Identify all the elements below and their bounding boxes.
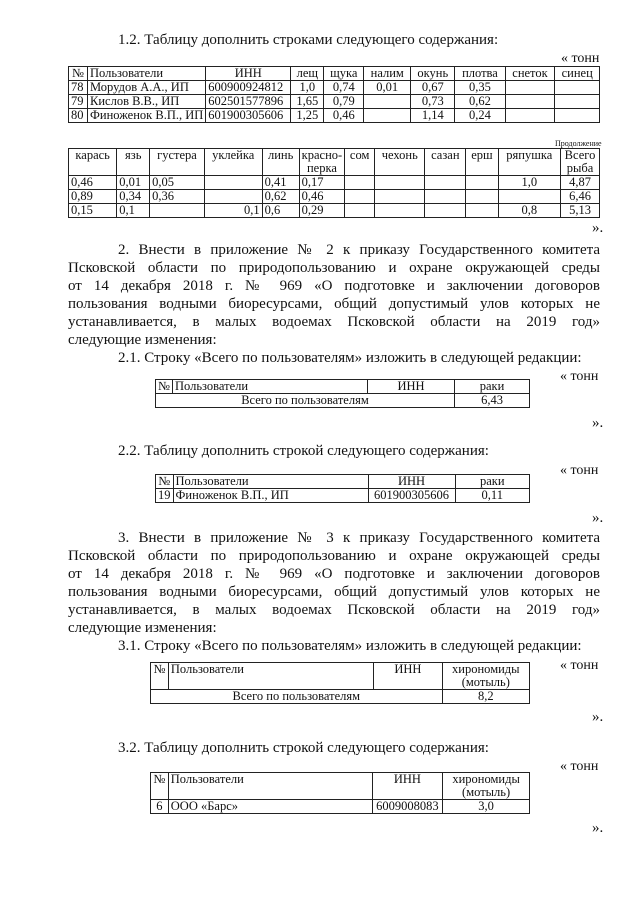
table-cell: 0,36 xyxy=(150,190,205,204)
col-header: хирономиды (мотыль) xyxy=(443,773,530,800)
table-row xyxy=(151,690,530,704)
table-cell: Морудов А.А., ИП xyxy=(88,81,206,95)
table-cell xyxy=(555,81,600,95)
table-cell: 0,41 xyxy=(262,176,299,190)
col-header: язь xyxy=(117,149,150,176)
table-cell xyxy=(555,109,600,123)
col-header: линь xyxy=(262,149,299,176)
section-2-2-heading: 2.2. Таблицу дополнить строкой следующего содержания: xyxy=(118,443,489,459)
table-cell: 0,8 xyxy=(498,204,560,218)
table-cell: 0,15 xyxy=(69,204,117,218)
table-cell: 0,01 xyxy=(117,176,150,190)
col-header: № xyxy=(151,773,169,800)
table-cell xyxy=(505,81,555,95)
table-cell xyxy=(425,176,466,190)
table-cell xyxy=(345,176,375,190)
paragraph-2-line: устанавливается, в малых водоемах Псковской области на 2019 год» xyxy=(68,314,600,330)
col-header: Всего рыба xyxy=(561,149,600,176)
table-cell: 0,62 xyxy=(262,190,299,204)
closing-quote: ». xyxy=(592,510,604,526)
col-header: уклейка xyxy=(204,149,262,176)
table-row xyxy=(69,204,600,218)
table-cell: 0,01 xyxy=(364,81,411,95)
table-cell xyxy=(466,204,498,218)
table-cell xyxy=(375,190,425,204)
table-cell: 0,29 xyxy=(299,204,345,218)
table-cell: 600900924812 xyxy=(206,81,291,95)
col-header: плотва xyxy=(455,67,505,81)
table-cell: 0,73 xyxy=(411,95,455,109)
table-cell: Кислов В.В., ИП xyxy=(88,95,206,109)
table-cell: 3,0 xyxy=(443,800,530,814)
table-cell: ООО «Барс» xyxy=(168,800,372,814)
table-2-1 xyxy=(155,379,530,408)
table-cell: 6 xyxy=(151,800,169,814)
col-header: Пользователи xyxy=(88,67,206,81)
unit-label: « тонн xyxy=(561,51,600,66)
col-header: ИНН xyxy=(368,475,455,489)
table-cell: 0,1 xyxy=(117,204,150,218)
col-header: ИНН xyxy=(372,773,443,800)
table-cell: 0,05 xyxy=(150,176,205,190)
paragraph-3-line: следующие изменения: xyxy=(68,620,217,636)
table-cell: 6009008083 xyxy=(372,800,443,814)
table-header-row xyxy=(69,149,600,176)
total-value: 6,43 xyxy=(455,394,530,408)
col-header: № xyxy=(69,67,88,81)
table-cell xyxy=(466,190,498,204)
table-cell xyxy=(204,190,262,204)
table-header-row xyxy=(156,475,530,489)
table-cell: 1,0 xyxy=(498,176,560,190)
table-cell: 1,65 xyxy=(291,95,324,109)
table-cell xyxy=(345,204,375,218)
paragraph-2-line: следующие изменения: xyxy=(68,332,217,348)
paragraph-2-line: от 14 декабря 2018 г. № 969 «О подготовке и заключении договоров xyxy=(68,278,600,294)
table-cell: 0,35 xyxy=(455,81,505,95)
col-header: сазан xyxy=(425,149,466,176)
col-header: сом xyxy=(345,149,375,176)
table-row xyxy=(69,109,600,123)
col-header: снеток xyxy=(505,67,555,81)
col-header: раки xyxy=(455,475,530,489)
table-row xyxy=(69,190,600,204)
paragraph-3-line: от 14 декабря 2018 г. № 969 «О подготовке и заключении договоров xyxy=(68,566,600,582)
table-cell xyxy=(555,95,600,109)
table-cell: 0,74 xyxy=(324,81,364,95)
unit-label: « тонн xyxy=(560,369,599,384)
table-row xyxy=(156,394,530,408)
table-cell xyxy=(150,204,205,218)
table-cell: 78 xyxy=(69,81,88,95)
table-cell: 80 xyxy=(69,109,88,123)
table-cell: 601900305606 xyxy=(206,109,291,123)
continuation-label: Продолжение xyxy=(555,139,602,148)
table-cell: 0,62 xyxy=(455,95,505,109)
table-cell: 0,67 xyxy=(411,81,455,95)
table-1-2-part1 xyxy=(68,66,600,123)
table-row xyxy=(69,81,600,95)
table-cell xyxy=(505,95,555,109)
table-3-2 xyxy=(150,772,530,814)
total-label: Всего по пользователям xyxy=(151,690,443,704)
table-cell: 0,46 xyxy=(324,109,364,123)
table-3-1 xyxy=(150,662,530,704)
table-cell: 79 xyxy=(69,95,88,109)
table-cell: 1,25 xyxy=(291,109,324,123)
col-header: хирономиды (мотыль) xyxy=(442,663,529,690)
col-header: окунь xyxy=(411,67,455,81)
col-header: карась xyxy=(69,149,117,176)
table-cell: 19 xyxy=(156,489,174,503)
col-header: густера xyxy=(150,149,205,176)
unit-label: « тонн xyxy=(560,463,599,478)
col-header: ерш xyxy=(466,149,498,176)
table-cell xyxy=(364,95,411,109)
table-cell: Финоженок В.П., ИП xyxy=(88,109,206,123)
col-header: № xyxy=(156,475,174,489)
col-header: раки xyxy=(455,380,530,394)
table-header-row xyxy=(69,67,600,81)
table-cell: 0,79 xyxy=(324,95,364,109)
table-row xyxy=(69,176,600,190)
section-1-2-heading: 1.2. Таблицу дополнить строками следующего содержания: xyxy=(118,32,499,48)
table-cell: 601900305606 xyxy=(368,489,455,503)
unit-label: « тонн xyxy=(560,658,599,673)
col-header: ряпушка xyxy=(498,149,560,176)
col-header: ИНН xyxy=(374,663,442,690)
table-cell: 0,46 xyxy=(69,176,117,190)
paragraph-3-line: Псковской области по природопользованию и охране окружающей среды xyxy=(68,548,600,564)
total-value: 8,2 xyxy=(442,690,529,704)
paragraph-2-line: 2. Внести в приложение № 2 к приказу Государственного комитета xyxy=(118,242,600,258)
table-cell: 602501577896 xyxy=(206,95,291,109)
table-cell xyxy=(204,176,262,190)
col-header: синец xyxy=(555,67,600,81)
table-cell xyxy=(505,109,555,123)
closing-quote: ». xyxy=(592,415,604,431)
col-header: Пользователи xyxy=(168,773,372,800)
col-header: ИНН xyxy=(368,380,455,394)
table-cell: 0,89 xyxy=(69,190,117,204)
paragraph-3-line: пользования водными биоресурсами, общий допустимый улов которых не xyxy=(68,584,600,600)
table-row xyxy=(156,489,530,503)
table-cell xyxy=(375,176,425,190)
closing-quote: ». xyxy=(592,709,604,725)
total-label: Всего по пользователям xyxy=(156,394,455,408)
paragraph-3-line: устанавливается, в малых водоемах Псковской области на 2019 год» xyxy=(68,602,600,618)
section-2-1-heading: 2.1. Строку «Всего по пользователям» изложить в следующей редакции: xyxy=(118,350,582,366)
table-cell: 5,13 xyxy=(561,204,600,218)
col-header: налим xyxy=(364,67,411,81)
col-header: Пользователи xyxy=(173,380,368,394)
table-cell: 0,17 xyxy=(299,176,345,190)
table-cell xyxy=(498,190,560,204)
table-cell xyxy=(364,109,411,123)
col-header: ИНН xyxy=(206,67,291,81)
table-cell: 4,87 xyxy=(561,176,600,190)
col-header: № xyxy=(156,380,173,394)
table-cell xyxy=(375,204,425,218)
table-cell: 0,6 xyxy=(262,204,299,218)
table-cell: 0,24 xyxy=(455,109,505,123)
col-header: Пользователи xyxy=(173,475,368,489)
closing-quote: ». xyxy=(592,220,604,236)
col-header: № xyxy=(151,663,169,690)
closing-quote: ». xyxy=(592,820,604,836)
col-header: красно-перка xyxy=(299,149,345,176)
table-cell: 1,0 xyxy=(291,81,324,95)
table-cell xyxy=(425,190,466,204)
table-2-2 xyxy=(155,474,530,503)
table-header-row xyxy=(151,663,530,690)
col-header: Пользователи xyxy=(168,663,373,690)
table-cell: 1,14 xyxy=(411,109,455,123)
table-cell: 0,46 xyxy=(299,190,345,204)
col-header: лещ xyxy=(291,67,324,81)
table-cell xyxy=(425,204,466,218)
table-1-2-part2 xyxy=(68,148,600,218)
section-3-2-heading: 3.2. Таблицу дополнить строкой следующего содержания: xyxy=(118,740,489,756)
paragraph-3-line: 3. Внести в приложение № 3 к приказу Государственного комитета xyxy=(118,530,600,546)
table-row xyxy=(69,95,600,109)
paragraph-2-line: Псковской области по природопользованию и охране окружающей среды xyxy=(68,260,600,276)
table-cell: Финоженок В.П., ИП xyxy=(173,489,368,503)
table-row xyxy=(151,800,530,814)
table-cell xyxy=(466,176,498,190)
col-header: щука xyxy=(324,67,364,81)
table-cell xyxy=(345,190,375,204)
unit-label: « тонн xyxy=(560,759,599,774)
table-cell: 0,34 xyxy=(117,190,150,204)
col-header: чехонь xyxy=(375,149,425,176)
table-header-row xyxy=(151,773,530,800)
table-header-row xyxy=(156,380,530,394)
table-cell: 6,46 xyxy=(561,190,600,204)
table-cell: 0,11 xyxy=(455,489,530,503)
paragraph-2-line: пользования водными биоресурсами, общий допустимый улов которых не xyxy=(68,296,600,312)
section-3-1-heading: 3.1. Строку «Всего по пользователям» изложить в следующей редакции: xyxy=(118,638,582,654)
table-cell: 0,1 xyxy=(204,204,262,218)
